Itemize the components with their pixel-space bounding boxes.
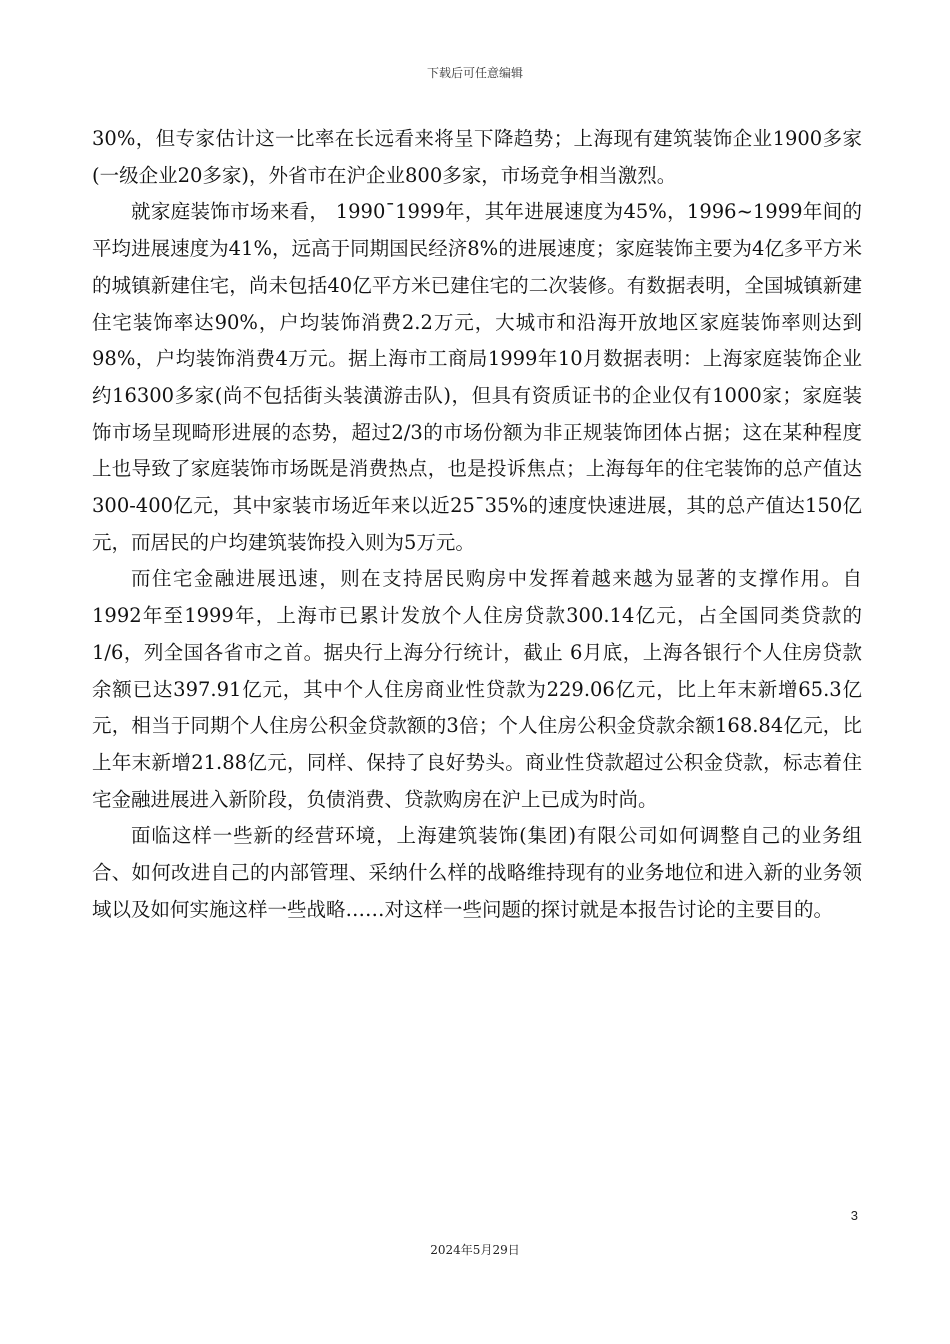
paragraph-continuation: 30%，但专家估计这一比率在长远看来将呈下降趋势；上海现有建筑装饰企业1900多家(一级企业20多家)，外省市在沪企业800多家，市场竞争相当激烈。 xyxy=(92,127,862,187)
paragraph-home-decoration-market: 就家庭装饰市场来看， 1990¯1999年，其年进展速度为45%，1996~1999年间的平均进展速度为41%，远高于同期国民经济8%的进展速度；家庭装饰主要为4亿多平方米的城镇新建住宅，尚未包括40亿平方米已建住宅的二次装修。有数据表明，全国城镇新建住宅装饰率达90%，户均装饰消费2.2万元，大城市和沿海开放地区家庭装饰率则达到98%，户均装饰消费4万元。据上海市工商局1999年10月数据表明：上海家庭装饰企业约16300多家(尚不包括街头装潢游击队)，但具有资质证书的企业仅有1000家；家庭装饰市场呈现畸形进展的态势，超过2/3的市场份额为非正规装饰团体占据；这在某种程度上也导致了家庭装饰市场既是消费热点，也是投诉焦点；上海每年的住宅装饰的总产值达300-400亿元，其中家装市场近年来以近25¯35%的速度快速进展，其的总产值达150亿元，而居民的户均建筑装饰投入则为5万元。 xyxy=(92,200,862,554)
page-number: 3 xyxy=(850,1208,858,1223)
page-header: 下载后可任意编辑 xyxy=(426,66,523,80)
page-footer-date: 2024年5月29日 xyxy=(430,1243,520,1257)
paragraph-housing-finance: 而住宅金融进展迅速，则在支持居民购房中发挥着越来越为显著的支撑作用。自1992年至1999年，上海市已累计发放个人住房贷款300.14亿元，占全国同类贷款的1/6，列全国各省市之首。据央行上海分行统计，截止 6月底，上海各银行个人住房贷款余额已达397.91亿元，其中个人住房商业性贷款为229.06亿元，比上年末新增65.3亿元，相当于同期个人住房公积金贷款额的3倍；个人住房公积金贷款余额168.84亿元，比上年末新增21.88亿元，同样、保持了良好势头。商业性贷款超过公积金贷款，标志着住宅金融进展进入新阶段，负债消费、贷款购房在沪上已成为时尚。 xyxy=(92,567,862,811)
paragraph-report-purpose: 面临这样一些新的经营环境，上海建筑装饰(集团)有限公司如何调整自己的业务组合、如何改进自己的内部管理、采纳什么样的战略维持现有的业务地位和进入新的业务领域以及如何实施这样一些战略……对这样一些问题的探讨就是本报告讨论的主要目的。 xyxy=(92,824,862,921)
document-body xyxy=(92,121,862,928)
